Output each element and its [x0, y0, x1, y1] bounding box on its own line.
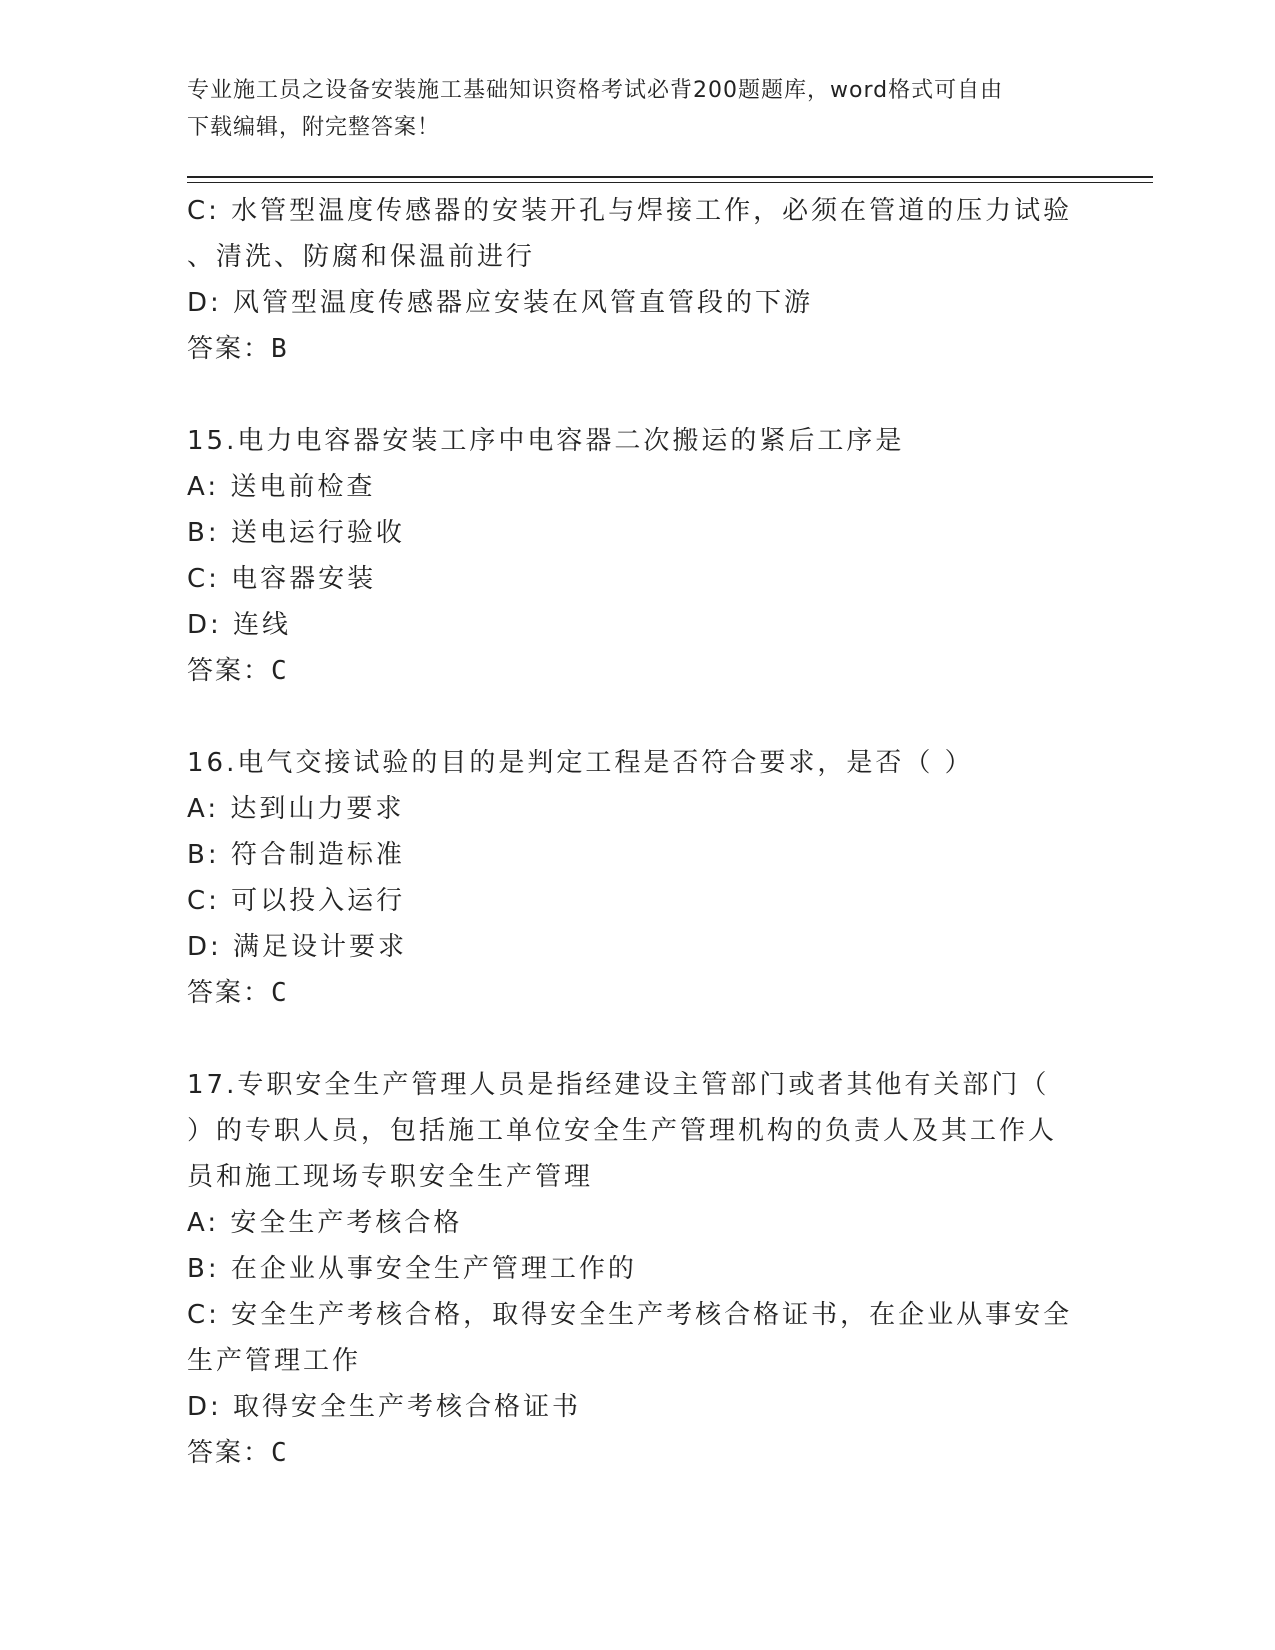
answer-line: [187, 326, 1087, 372]
question-content: [187, 188, 1087, 1476]
option-b: B: 送电运行验收: [187, 518, 405, 548]
option-c-line-2: 生产管理工作: [187, 1346, 362, 1376]
answer-value: C: [271, 656, 289, 686]
option-a: A: 送电前检查: [187, 472, 376, 502]
answer-line: [187, 970, 1087, 1016]
question-17: [187, 1062, 1087, 1476]
question-stem-line-2: ）的专职人员，包括施工单位安全生产管理机构的负责人及其工作人: [187, 1116, 1058, 1146]
answer-label: 答案：: [187, 978, 272, 1008]
answer-value: C: [271, 1438, 289, 1468]
option-c: C: 电容器安装: [187, 564, 377, 594]
question-16: [187, 740, 1087, 1016]
header-title-line-1: 专业施工员之设备安装施工基础知识资格考试必背200题题库，word格式可自由: [187, 78, 1004, 103]
option-c-line-2: 、清洗、防腐和保温前进行: [187, 242, 536, 272]
question-15: [187, 418, 1087, 694]
header-divider-thin: [187, 182, 1153, 183]
option-c-line-1: C: 安全生产考核合格，取得安全生产考核合格证书，在企业从事安全: [187, 1300, 1073, 1330]
answer-line: [187, 648, 1087, 694]
question-spacer: [187, 694, 1087, 740]
answer-label: 答案：: [187, 1438, 272, 1468]
document-header: [187, 72, 1067, 146]
header-title-line-2: 下载编辑，附完整答案！: [187, 115, 441, 140]
question-stem-line-1: 17.专职安全生产管理人员是指经建设主管部门或者其他有关部门（: [187, 1070, 1050, 1100]
option-d: D: 风管型温度传感器应安装在风管直管段的下游: [187, 288, 814, 318]
option-b: B: 符合制造标准: [187, 840, 405, 870]
option-d: D: 取得安全生产考核合格证书: [187, 1392, 582, 1422]
option-a: A: 达到山力要求: [187, 794, 405, 824]
question-14-continuation: [187, 188, 1087, 372]
answer-label: 答案：: [187, 334, 272, 364]
option-b: B: 在企业从事安全生产管理工作的: [187, 1254, 637, 1284]
option-d: D: 满足设计要求: [187, 932, 408, 962]
option-c-line-1: C: 水管型温度传感器的安装开孔与焊接工作，必须在管道的压力试验: [187, 196, 1073, 226]
option-c: C: 可以投入运行: [187, 886, 406, 916]
option-a: A: 安全生产考核合格: [187, 1208, 463, 1238]
question-spacer: [187, 1016, 1087, 1062]
answer-line: [187, 1430, 1087, 1476]
header-divider-thick: [187, 176, 1153, 178]
answer-value: B: [271, 334, 289, 364]
answer-value: C: [271, 978, 289, 1008]
answer-label: 答案：: [187, 656, 272, 686]
question-stem: 15.电力电容器安装工序中电容器二次搬运的紧后工序是: [187, 426, 905, 456]
option-d: D: 连线: [187, 610, 292, 640]
question-stem-line-3: 员和施工现场专职安全生产管理: [187, 1162, 594, 1192]
question-stem: 16.电气交接试验的目的是判定工程是否符合要求，是否（ ）: [187, 748, 974, 778]
question-spacer: [187, 372, 1087, 418]
